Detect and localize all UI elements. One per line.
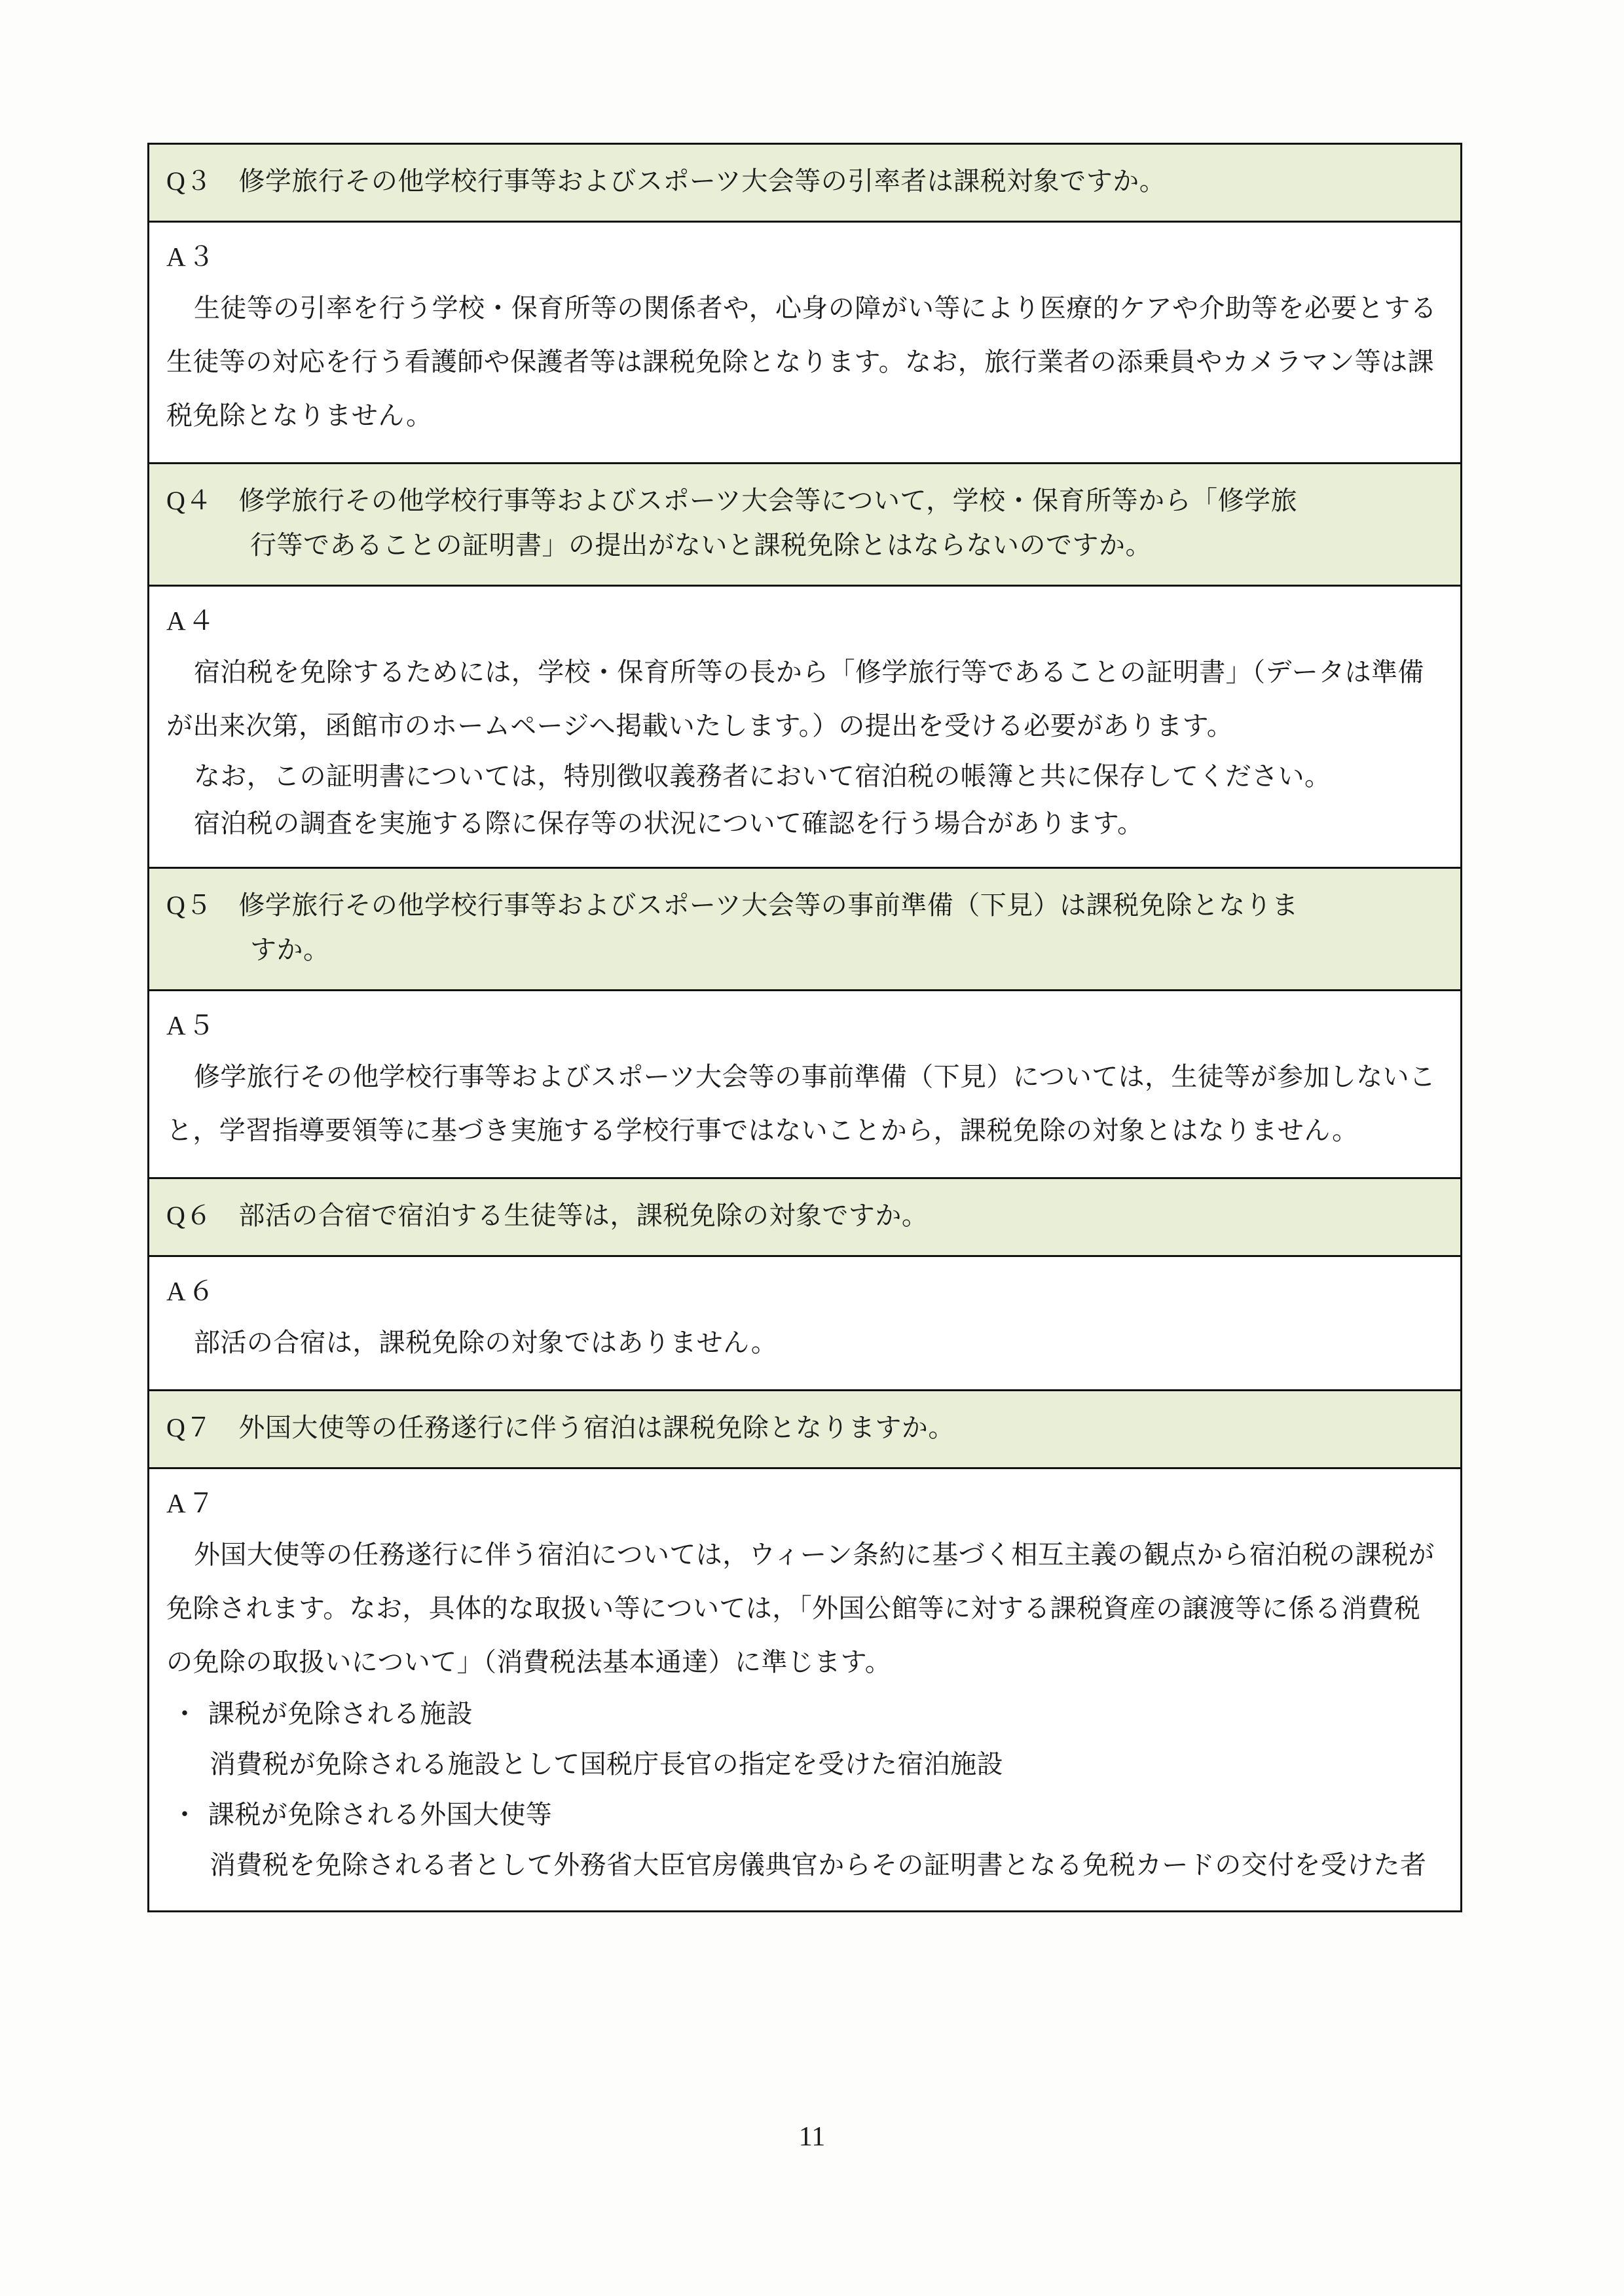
answer-paragraph-a3-1: 生徒等の引率を行う学校・保育所等の関係者や，心身の障がい等により医療的ケアや介助等を必要とする生徒等の対応を行う看護師や保護者等は課税免除となります。なお，旅行業者の添乗員やカメラマン等は課税免除となりません。 xyxy=(166,293,1437,430)
answer-label-a6: A６ xyxy=(166,1276,217,1306)
bullet-detail-2: 消費税を免除される者として外務省大臣官房儀典官からその証明書となる免税カードの交付を受けた者 xyxy=(210,1850,1427,1880)
bullet-dot-icon: ・ xyxy=(172,1699,198,1728)
question-row-q5 xyxy=(149,869,1460,991)
question-row-q4 xyxy=(149,464,1460,587)
bullet-item-2 xyxy=(166,1790,1443,1840)
answer-label-a4: A４ xyxy=(166,606,217,636)
bullet-dot-icon: ・ xyxy=(172,1800,198,1829)
answer-paragraph-a4-1: 宿泊税を免除するためには，学校・保育所等の長から「修学旅行等であることの証明書」（データは準備が出来次第，函館市のホームページへ掲載いたします。）の提出を受ける必要があります。 xyxy=(166,657,1424,740)
answer-row-a4 xyxy=(149,587,1460,869)
answer-paragraph-a5-1: 修学旅行その他学校行事等およびスポーツ大会等の事前準備（下見）については，生徒等が参加しないこと，学習指導要領等に基づき実施する学校行事ではないことから，課税免除の対象とはなりません。 xyxy=(166,1062,1436,1145)
answer-row-a7 xyxy=(149,1469,1460,1910)
answer-label-a3: A３ xyxy=(166,242,217,272)
answer-row-a5 xyxy=(149,991,1460,1179)
answer-paragraph-a6-1: 部活の合宿は，課税免除の対象ではありません。 xyxy=(194,1328,778,1357)
question-text-q6-line1: Q６ 部活の合宿で宿泊する生徒等は，課税免除の対象ですか。 xyxy=(166,1201,929,1230)
faq-table xyxy=(147,143,1462,1912)
question-text-q5-line2: すか。 xyxy=(250,935,330,964)
answer-paragraph-a4-3: 宿泊税の調査を実施する際に保存等の状況について確認を行う場合があります。 xyxy=(194,809,1144,838)
question-text-q3-line1: Q３ 修学旅行その他学校行事等およびスポーツ大会等の引率者は課税対象ですか。 xyxy=(166,166,1166,196)
page-number: 11 xyxy=(798,2122,826,2152)
answer-label-a5: A５ xyxy=(166,1010,217,1040)
answer-label-a7: A７ xyxy=(166,1488,217,1518)
bullet-item-1 xyxy=(166,1689,1443,1739)
question-text-q4-line1: Q４ 修学旅行その他学校行事等およびスポーツ大会等について，学校・保育所等から「修学旅 xyxy=(166,486,1298,515)
question-text-q4-line2: 行等であることの証明書」の提出がないと課税免除とはならないのですか。 xyxy=(250,530,1152,560)
question-text-q5-line1: Q５ 修学旅行その他学校行事等およびスポーツ大会等の事前準備（下見）は課税免除となりま xyxy=(166,890,1299,920)
answer-paragraph-a4-2: なお，この証明書については，特別徴収義務者において宿泊税の帳簿と共に保存してください。 xyxy=(194,761,1331,791)
question-text-q7-line1: Q７ 外国大使等の任務遂行に伴う宿泊は課税免除となりますか。 xyxy=(166,1413,955,1442)
question-row-q3 xyxy=(149,145,1460,223)
answer-row-a3 xyxy=(149,223,1460,464)
answer-row-a6 xyxy=(149,1257,1460,1391)
answer-paragraph-a7-1: 外国大使等の任務遂行に伴う宿泊については，ウィーン条約に基づく相互主義の観点から宿泊税の課税が免除されます。なお，具体的な取扱い等については，「外国公館等に対する課税資産の譲渡等に係る消費税の免除の取扱いについて」（消費税法基本通達）に準じます。 xyxy=(166,1540,1435,1677)
bullet-heading-1: 課税が免除される施設 xyxy=(208,1699,473,1728)
bullet-detail-1: 消費税が免除される施設として国税庁長官の指定を受けた宿泊施設 xyxy=(210,1749,1003,1779)
question-row-q6 xyxy=(149,1179,1460,1257)
bullet-heading-2: 課税が免除される外国大使等 xyxy=(208,1800,553,1829)
question-row-q7 xyxy=(149,1391,1460,1469)
